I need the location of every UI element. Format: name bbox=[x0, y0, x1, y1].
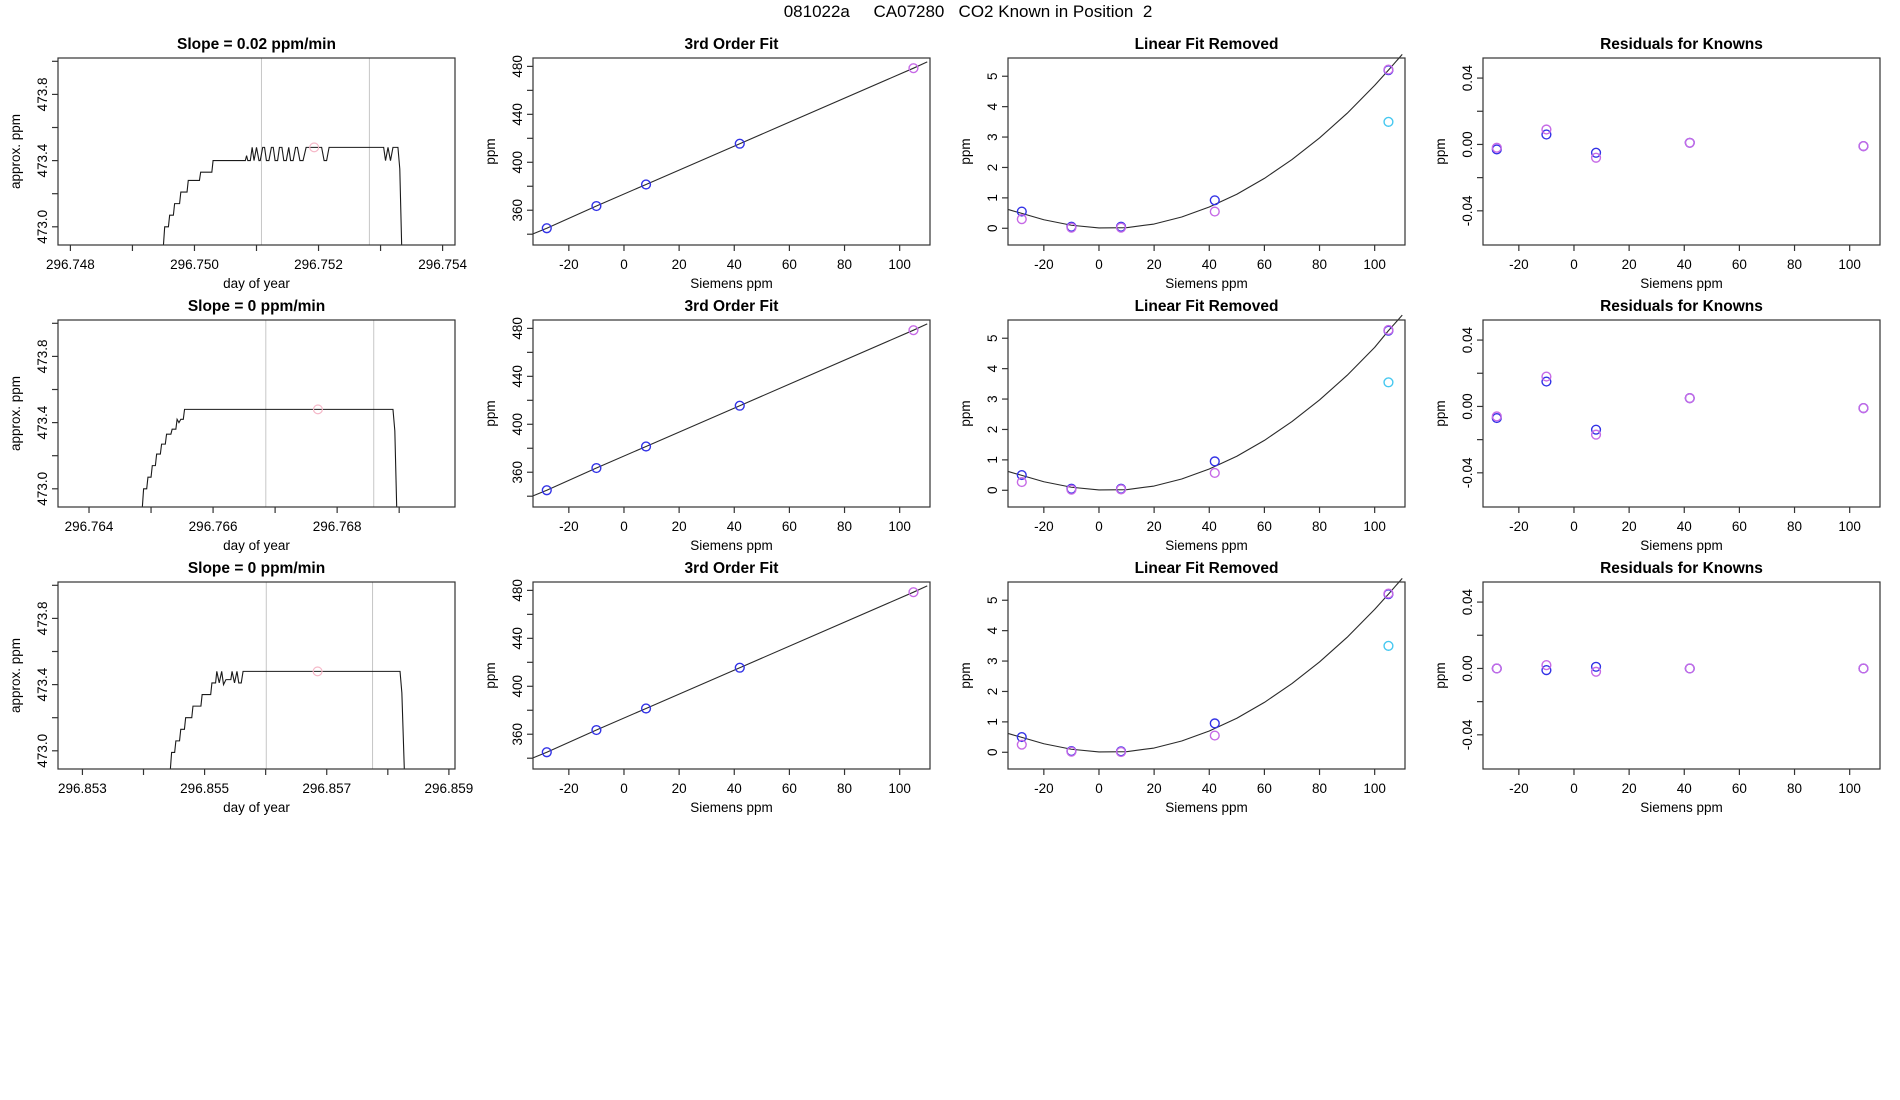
x-axis-label: Siemens ppm bbox=[1640, 538, 1723, 553]
x-tick-label: 0 bbox=[1095, 257, 1103, 272]
y-axis bbox=[483, 317, 533, 496]
panel-title: Linear Fit Removed bbox=[1134, 560, 1279, 577]
x-tick-label: 100 bbox=[1363, 781, 1386, 796]
x-axis bbox=[46, 245, 467, 291]
x-tick-label: -20 bbox=[1509, 519, 1529, 534]
y-axis bbox=[1433, 326, 1483, 488]
x-tick-label: 80 bbox=[1787, 519, 1803, 534]
y-tick-label: 0.04 bbox=[1460, 326, 1475, 354]
y-tick-label: 4 bbox=[985, 364, 1000, 373]
y-tick-label: 4 bbox=[985, 102, 1000, 111]
x-axis bbox=[1509, 769, 1861, 815]
x-axis-label: Siemens ppm bbox=[1165, 538, 1248, 553]
plot-box bbox=[533, 58, 930, 245]
x-tick-label: -20 bbox=[1034, 519, 1054, 534]
x-axis bbox=[1509, 507, 1861, 553]
panel-r2c3 bbox=[1433, 560, 1880, 815]
timeseries-line bbox=[163, 147, 401, 245]
panel-title: 3rd Order Fit bbox=[684, 560, 779, 577]
x-tick-label: 80 bbox=[1312, 519, 1328, 534]
x-axis bbox=[559, 507, 911, 553]
y-tick-label: 400 bbox=[510, 413, 525, 436]
x-tick-label: 20 bbox=[671, 257, 687, 272]
y-tick-label: 0 bbox=[985, 748, 1000, 757]
x-tick-label: 60 bbox=[1256, 257, 1272, 272]
x-tick-label: 296.754 bbox=[418, 257, 467, 272]
panel-title: 3rd Order Fit bbox=[684, 36, 779, 53]
x-tick-label: 100 bbox=[888, 781, 911, 796]
y-axis-label: approx. ppm bbox=[8, 113, 23, 190]
x-tick-label: 100 bbox=[1838, 257, 1861, 272]
fit-curve bbox=[1008, 54, 1402, 228]
x-tick-label: 80 bbox=[837, 781, 853, 796]
data-point-cyan bbox=[1384, 117, 1393, 126]
y-tick-label: 1 bbox=[985, 194, 1000, 202]
panel-r0c1 bbox=[483, 36, 930, 291]
x-tick-label: 60 bbox=[1256, 781, 1272, 796]
x-tick-label: 20 bbox=[1146, 519, 1162, 534]
panel-title: Slope = 0 ppm/min bbox=[187, 298, 326, 315]
x-axis-label: Siemens ppm bbox=[690, 800, 773, 815]
data-point-orchid bbox=[1685, 394, 1694, 403]
x-tick-label: 60 bbox=[1731, 257, 1747, 272]
y-axis-label: ppm bbox=[483, 138, 498, 165]
y-axis-label: ppm bbox=[1433, 138, 1448, 165]
y-axis bbox=[958, 72, 1008, 232]
x-tick-label: 80 bbox=[837, 519, 853, 534]
y-axis bbox=[958, 596, 1008, 756]
x-tick-label: 20 bbox=[1621, 257, 1637, 272]
x-axis bbox=[559, 245, 911, 291]
x-tick-label: 40 bbox=[1201, 257, 1217, 272]
x-axis-label: day of year bbox=[223, 276, 290, 291]
plot-box bbox=[58, 58, 455, 245]
panel-title: Residuals for Knowns bbox=[1600, 36, 1763, 53]
data-point-blue bbox=[1210, 196, 1219, 205]
panel-title: Slope = 0.02 ppm/min bbox=[177, 36, 336, 53]
panel-r0c2 bbox=[958, 36, 1405, 291]
panel-r0c3 bbox=[1433, 36, 1880, 291]
y-tick-label: 473.4 bbox=[35, 667, 50, 702]
fit-curve bbox=[1008, 578, 1402, 752]
x-tick-label: 40 bbox=[1201, 781, 1217, 796]
y-tick-label: -0.04 bbox=[1460, 457, 1475, 489]
panel-r1c0 bbox=[8, 298, 455, 553]
y-tick-label: 360 bbox=[510, 198, 525, 222]
y-tick-label: 0.00 bbox=[1460, 131, 1475, 158]
timeseries-line bbox=[142, 409, 396, 507]
y-axis bbox=[1433, 588, 1483, 750]
y-tick-label: 480 bbox=[510, 55, 525, 78]
timeseries-line bbox=[170, 671, 404, 769]
x-tick-label: 80 bbox=[1312, 781, 1328, 796]
x-tick-label: 60 bbox=[1731, 519, 1747, 534]
x-axis bbox=[1034, 769, 1386, 815]
x-tick-label: 296.768 bbox=[312, 519, 362, 534]
x-tick-label: 40 bbox=[1676, 519, 1692, 534]
x-tick-label: 20 bbox=[1621, 519, 1637, 534]
x-tick-label: 296.859 bbox=[424, 781, 474, 796]
x-tick-label: 0 bbox=[1570, 781, 1578, 796]
y-tick-label: 473.0 bbox=[35, 471, 50, 506]
y-axis bbox=[8, 323, 58, 505]
data-point-orchid bbox=[1859, 664, 1868, 673]
x-tick-label: 296.752 bbox=[294, 257, 343, 272]
x-tick-label: 100 bbox=[1363, 519, 1386, 534]
page-title: 081022a CA07280 CO2 Known in Position 2 bbox=[783, 2, 1153, 21]
panel-title: Linear Fit Removed bbox=[1134, 36, 1279, 53]
y-tick-label: 0.00 bbox=[1460, 655, 1475, 682]
y-tick-label: 400 bbox=[510, 151, 525, 174]
data-point-orchid bbox=[1859, 142, 1868, 151]
x-axis-label: Siemens ppm bbox=[1165, 276, 1248, 291]
x-tick-label: 0 bbox=[620, 519, 628, 534]
panel-r2c2 bbox=[958, 560, 1405, 815]
x-tick-label: 40 bbox=[1676, 257, 1692, 272]
x-tick-label: 296.855 bbox=[180, 781, 229, 796]
data-point-orchid bbox=[1859, 404, 1868, 413]
x-tick-label: 0 bbox=[1095, 519, 1103, 534]
x-axis-label: day of year bbox=[223, 538, 290, 553]
y-tick-label: 0 bbox=[985, 486, 1000, 495]
y-tick-label: 3 bbox=[985, 657, 1000, 665]
y-tick-label: 2 bbox=[985, 425, 1000, 434]
y-tick-label: 5 bbox=[985, 72, 1000, 81]
x-tick-label: -20 bbox=[1509, 257, 1529, 272]
x-tick-label: 0 bbox=[620, 781, 628, 796]
panel-title: Residuals for Knowns bbox=[1600, 298, 1763, 315]
y-tick-label: 3 bbox=[985, 395, 1000, 403]
x-tick-label: 80 bbox=[837, 257, 853, 272]
x-tick-label: 20 bbox=[671, 781, 687, 796]
x-tick-label: 60 bbox=[1256, 519, 1272, 534]
plot-box bbox=[1483, 58, 1880, 245]
y-axis bbox=[1433, 64, 1483, 226]
x-tick-label: -20 bbox=[1509, 781, 1529, 796]
x-tick-label: 100 bbox=[888, 257, 911, 272]
y-tick-label: 480 bbox=[510, 317, 525, 340]
y-tick-label: 440 bbox=[510, 365, 525, 388]
fit-curve bbox=[1008, 315, 1402, 490]
y-axis bbox=[8, 61, 58, 243]
panel-r1c2 bbox=[958, 298, 1405, 553]
x-tick-label: 20 bbox=[1146, 257, 1162, 272]
y-tick-label: 0.04 bbox=[1460, 588, 1475, 616]
data-point-orchid bbox=[1685, 138, 1694, 147]
y-axis bbox=[483, 55, 533, 234]
y-tick-label: 5 bbox=[985, 596, 1000, 605]
y-axis-label: ppm bbox=[1433, 662, 1448, 689]
y-axis bbox=[958, 334, 1008, 494]
plot-box bbox=[1008, 582, 1405, 769]
data-point-cyan bbox=[1384, 641, 1393, 650]
x-tick-label: 60 bbox=[781, 519, 797, 534]
x-tick-label: 0 bbox=[1570, 257, 1578, 272]
x-axis bbox=[58, 769, 473, 815]
panel-title: Linear Fit Removed bbox=[1134, 298, 1279, 315]
plot-box bbox=[533, 582, 930, 769]
panel-r1c3 bbox=[1433, 298, 1880, 553]
x-tick-label: 296.750 bbox=[170, 257, 219, 272]
data-point-orchid bbox=[1210, 731, 1219, 740]
x-tick-label: 40 bbox=[1676, 781, 1692, 796]
x-tick-label: 100 bbox=[888, 519, 911, 534]
y-tick-label: 2 bbox=[985, 163, 1000, 172]
x-tick-label: 0 bbox=[1095, 781, 1103, 796]
x-tick-label: 296.748 bbox=[46, 257, 95, 272]
y-tick-label: 440 bbox=[510, 103, 525, 126]
y-tick-label: 1 bbox=[985, 718, 1000, 726]
plot-box bbox=[1483, 582, 1880, 769]
y-axis bbox=[483, 579, 533, 758]
x-tick-label: 80 bbox=[1787, 257, 1803, 272]
y-axis-label: approx. ppm bbox=[8, 375, 23, 452]
plot-box bbox=[1008, 320, 1405, 507]
y-tick-label: 400 bbox=[510, 675, 525, 698]
x-tick-label: 80 bbox=[1787, 781, 1803, 796]
x-tick-label: 20 bbox=[1146, 781, 1162, 796]
x-tick-label: 296.764 bbox=[64, 519, 114, 534]
data-point-orchid bbox=[1210, 207, 1219, 216]
y-tick-label: -0.04 bbox=[1460, 719, 1475, 751]
data-point-orchid bbox=[1492, 664, 1501, 673]
x-tick-label: 100 bbox=[1838, 519, 1861, 534]
x-axis bbox=[1034, 507, 1386, 553]
y-tick-label: -0.04 bbox=[1460, 195, 1475, 227]
data-point-orchid bbox=[1067, 747, 1076, 756]
x-tick-label: 60 bbox=[781, 781, 797, 796]
x-tick-label: 40 bbox=[726, 781, 742, 796]
x-tick-label: 20 bbox=[671, 519, 687, 534]
x-tick-label: -20 bbox=[559, 781, 579, 796]
y-tick-label: 473.8 bbox=[35, 601, 50, 636]
x-tick-label: 100 bbox=[1363, 257, 1386, 272]
y-tick-label: 473.4 bbox=[35, 405, 50, 440]
data-point-blue bbox=[1210, 457, 1219, 466]
y-tick-label: 473.8 bbox=[35, 77, 50, 112]
x-tick-label: -20 bbox=[559, 519, 579, 534]
x-tick-label: 60 bbox=[1731, 781, 1747, 796]
x-axis-label: Siemens ppm bbox=[1165, 800, 1248, 815]
y-tick-label: 473.4 bbox=[35, 143, 50, 178]
y-axis-label: approx. ppm bbox=[8, 637, 23, 714]
x-tick-label: 40 bbox=[726, 257, 742, 272]
x-tick-label: 100 bbox=[1838, 781, 1861, 796]
y-axis-label: ppm bbox=[1433, 400, 1448, 427]
x-axis-label: Siemens ppm bbox=[1640, 800, 1723, 815]
data-point-orchid bbox=[1685, 664, 1694, 673]
panel-r2c0 bbox=[8, 560, 473, 815]
x-tick-label: 296.766 bbox=[188, 519, 238, 534]
y-tick-label: 0.00 bbox=[1460, 393, 1475, 420]
panel-title: Slope = 0 ppm/min bbox=[187, 560, 326, 577]
y-tick-label: 473.8 bbox=[35, 339, 50, 374]
plot-box bbox=[1008, 58, 1405, 245]
plot-box bbox=[1483, 320, 1880, 507]
x-tick-label: 60 bbox=[781, 257, 797, 272]
data-point-cyan bbox=[1384, 378, 1393, 387]
y-tick-label: 4 bbox=[985, 626, 1000, 635]
x-axis-label: Siemens ppm bbox=[1640, 276, 1723, 291]
y-tick-label: 440 bbox=[510, 627, 525, 650]
x-tick-label: 40 bbox=[726, 519, 742, 534]
x-axis bbox=[65, 507, 400, 553]
data-point-blue bbox=[1210, 719, 1219, 728]
x-tick-label: -20 bbox=[559, 257, 579, 272]
y-axis-label: ppm bbox=[958, 400, 973, 427]
y-tick-label: 3 bbox=[985, 133, 1000, 141]
x-tick-label: 40 bbox=[1201, 519, 1217, 534]
y-tick-label: 473.0 bbox=[35, 733, 50, 768]
x-tick-label: 0 bbox=[1570, 519, 1578, 534]
y-tick-label: 5 bbox=[985, 334, 1000, 343]
y-tick-label: 480 bbox=[510, 579, 525, 602]
plot-box bbox=[533, 320, 930, 507]
y-tick-label: 360 bbox=[510, 460, 525, 484]
y-tick-label: 1 bbox=[985, 456, 1000, 464]
y-axis bbox=[8, 585, 58, 767]
x-axis-label: Siemens ppm bbox=[690, 276, 773, 291]
y-axis-label: ppm bbox=[958, 138, 973, 165]
y-tick-label: 0.04 bbox=[1460, 64, 1475, 92]
x-tick-label: 296.857 bbox=[302, 781, 352, 796]
data-point-orchid bbox=[1210, 469, 1219, 478]
x-axis-label: Siemens ppm bbox=[690, 538, 773, 553]
y-tick-label: 360 bbox=[510, 722, 525, 746]
x-tick-label: 20 bbox=[1621, 781, 1637, 796]
panel-r0c0 bbox=[8, 36, 467, 291]
y-tick-label: 0 bbox=[985, 224, 1000, 233]
panel-title: 3rd Order Fit bbox=[684, 298, 779, 315]
x-tick-label: -20 bbox=[1034, 781, 1054, 796]
plot-box bbox=[58, 582, 455, 769]
x-axis-label: day of year bbox=[223, 800, 290, 815]
y-axis-label: ppm bbox=[958, 662, 973, 689]
x-tick-label: 80 bbox=[1312, 257, 1328, 272]
y-axis-label: ppm bbox=[483, 400, 498, 427]
x-tick-label: -20 bbox=[1034, 257, 1054, 272]
y-tick-label: 473.0 bbox=[35, 209, 50, 244]
x-tick-label: 0 bbox=[620, 257, 628, 272]
x-axis bbox=[1509, 245, 1861, 291]
panel-r1c1 bbox=[483, 298, 930, 553]
y-tick-label: 2 bbox=[985, 687, 1000, 696]
x-axis bbox=[1034, 245, 1386, 291]
plot-box bbox=[58, 320, 455, 507]
panel-r2c1 bbox=[483, 560, 930, 815]
x-tick-label: 296.853 bbox=[58, 781, 107, 796]
x-axis bbox=[559, 769, 911, 815]
y-axis-label: ppm bbox=[483, 662, 498, 689]
panel-title: Residuals for Knowns bbox=[1600, 560, 1763, 577]
